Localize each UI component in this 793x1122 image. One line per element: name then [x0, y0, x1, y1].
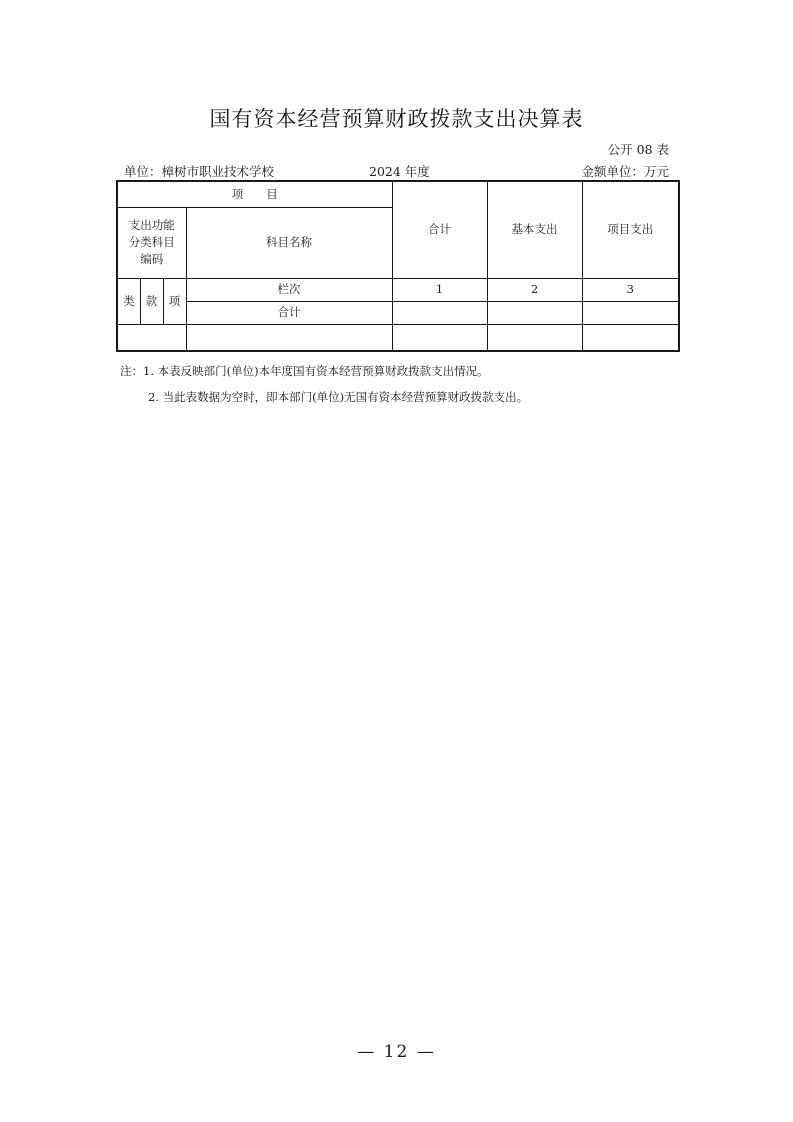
budget-table	[116, 180, 680, 352]
page-number: — 12 —	[357, 1042, 436, 1062]
header-function-code	[117, 207, 186, 278]
header-row-1	[117, 181, 679, 207]
note-line-1: 注：1. 本表反映部门(单位)本年度国有资本经营预算财政拨款支出情况。	[120, 364, 489, 378]
code-col-class: 类	[117, 278, 140, 324]
function-code-line-3: 编码	[140, 251, 164, 266]
header-subject-name: 科目名称	[186, 207, 392, 278]
empty-row-basic	[487, 324, 582, 351]
empty-data-row	[117, 324, 679, 351]
total-row-sum	[392, 301, 487, 324]
total-row-basic	[487, 301, 582, 324]
form-number: 公开 08 表	[607, 142, 669, 157]
code-col-item: 项	[163, 278, 186, 324]
column-index-3: 3	[582, 278, 679, 301]
column-index-row	[117, 278, 679, 301]
empty-row-sum	[392, 324, 487, 351]
code-col-section: 款	[140, 278, 163, 324]
header-project-expense: 项目支出	[582, 181, 679, 278]
meta-row	[124, 162, 669, 178]
total-row-project	[582, 301, 679, 324]
column-index-label: 栏次	[186, 278, 392, 301]
year-label: 2024 年度	[369, 164, 430, 179]
column-index-1: 1	[392, 278, 487, 301]
amount-unit-label: 金额单位：万元	[581, 164, 669, 179]
unit-label: 单位：樟树市职业技术学校	[124, 164, 275, 179]
total-row-label: 合计	[186, 301, 392, 324]
total-row	[117, 301, 679, 324]
empty-row-name	[186, 324, 392, 351]
function-code-line-1: 支出功能	[128, 218, 175, 233]
empty-row-project	[582, 324, 679, 351]
document-title: 国有资本经营预算财政拨款支出决算表	[209, 107, 584, 131]
header-total: 合计	[392, 181, 487, 278]
header-project: 项 目	[117, 181, 392, 207]
function-code-line-2: 分类科目	[128, 235, 175, 250]
notes	[120, 358, 528, 410]
empty-row-code	[117, 324, 186, 351]
column-index-2: 2	[487, 278, 582, 301]
note-line-2: 2. 当此表数据为空时，即本部门(单位)无国有资本经营预算财政拨款支出。	[148, 390, 529, 404]
header-basic: 基本支出	[487, 181, 582, 278]
